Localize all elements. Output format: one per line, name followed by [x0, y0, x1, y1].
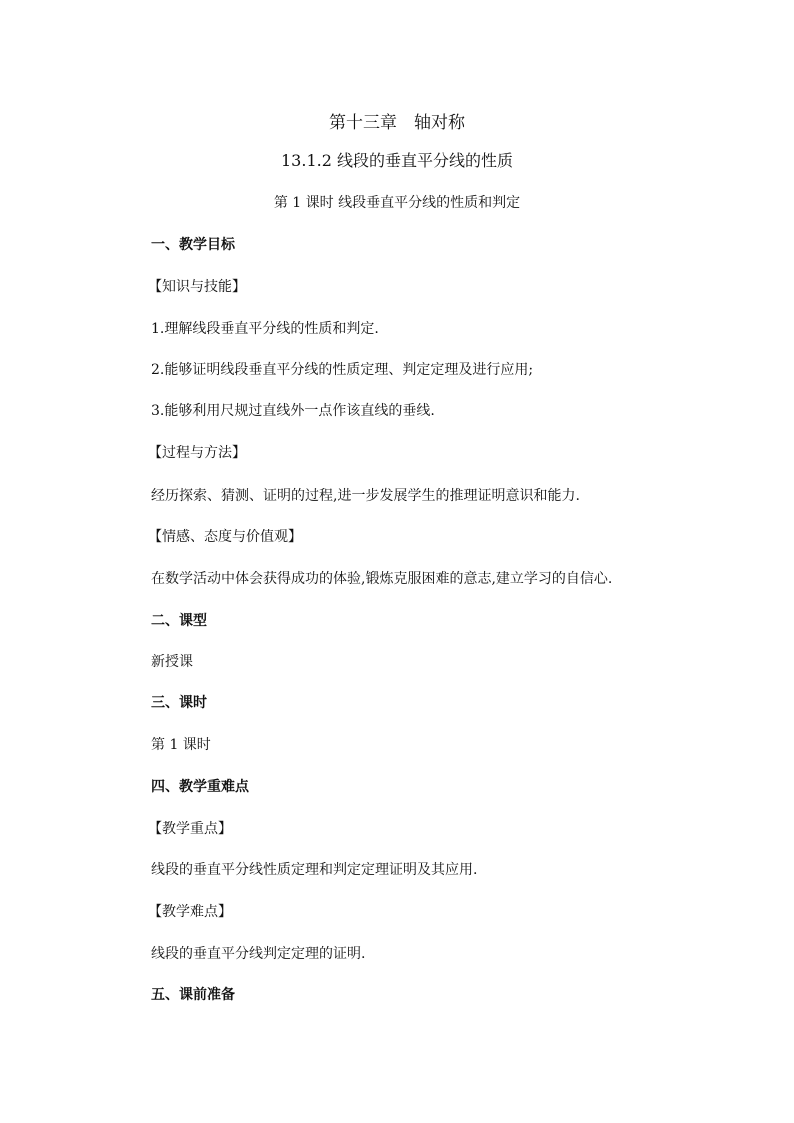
focus-text: 线段的垂直平分线性质定理和判定定理证明及其应用. [151, 862, 478, 878]
objectives-heading: 一、教学目标 [151, 237, 235, 253]
hours-text: 第 1 课时 [151, 737, 211, 753]
process-text: 经历探索、猜测、证明的过程,进一步发展学生的推理证明意识和能力. [151, 488, 580, 504]
hours-heading: 三、课时 [151, 695, 207, 711]
emotion-label: 【情感、态度与价值观】 [148, 529, 302, 545]
chapter-title: 第十三章 轴对称 [329, 113, 465, 133]
key-points-heading: 四、教学重难点 [151, 779, 249, 795]
emotion-text: 在数学活动中体会获得成功的体验,锻炼克服困难的意志,建立学习的自信心. [151, 571, 613, 587]
process-label: 【过程与方法】 [148, 445, 246, 461]
lesson-type-text: 新授课 [151, 654, 193, 670]
focus-label: 【教学重点】 [148, 821, 232, 837]
difficulty-label: 【教学难点】 [148, 904, 232, 920]
difficulty-text: 线段的垂直平分线判定定理的证明. [151, 946, 366, 962]
knowledge-item-2: 2.能够证明线段垂直平分线的性质定理、判定定理及进行应用; [151, 362, 534, 378]
preparation-heading: 五、课前准备 [151, 987, 235, 1003]
knowledge-label: 【知识与技能】 [148, 279, 246, 295]
section-title: 13.1.2 线段的垂直平分线的性质 [281, 151, 513, 170]
lesson-title: 第 1 课时 线段垂直平分线的性质和判定 [273, 195, 521, 211]
knowledge-item-1: 1.理解线段垂直平分线的性质和判定. [151, 321, 379, 337]
knowledge-item-3: 3.能够利用尺规过直线外一点作该直线的垂线. [151, 403, 435, 419]
lesson-type-heading: 二、课型 [151, 613, 207, 629]
